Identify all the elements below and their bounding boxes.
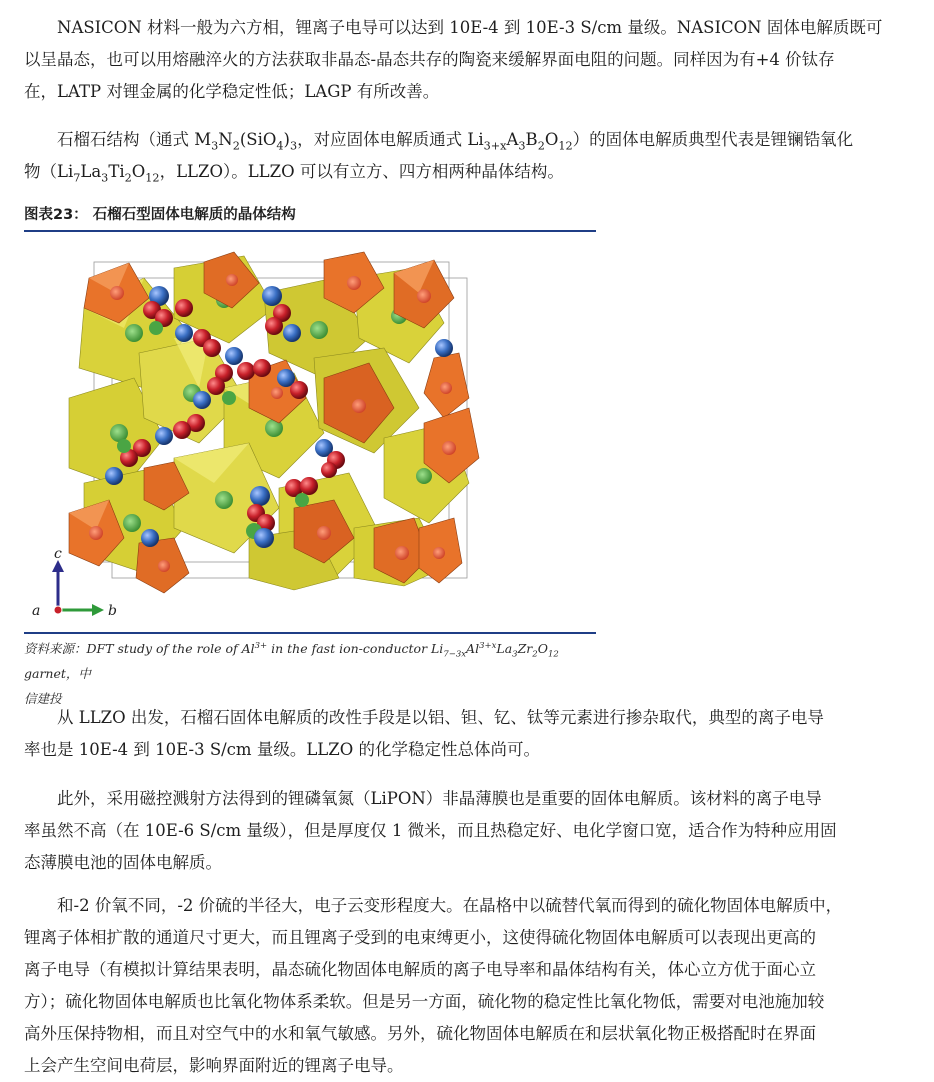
- text-line: 从 LLZO 出发，石榴石固体电解质的改性手段是以铝、钽、钇、钛等元素进行掺杂取代，典型的离子电导: [57, 708, 824, 727]
- text-line: 率虽然不高（在 10E-6 S/cm 量级），但是厚度仅 1 微米，而且热稳定好、电化学窗口宽，适合作为特种应用固: [24, 821, 837, 840]
- text-line: 率也是 10E-4 到 10E-3 S/cm 量级。LLZO 的化学稳定性总体尚可。: [24, 740, 540, 759]
- axis-label-b: b: [108, 603, 117, 619]
- paragraph-nasicon: [24, 12, 908, 108]
- text-line: 以呈晶态，也可以用熔融淬火的方法获取非晶态-晶态共存的陶瓷来缓解界面电阻的问题。同样因为有+4 价钛存: [24, 50, 835, 69]
- text-line: 离子电导（有模拟计算结果表明，晶态硫化物固体电解质的离子电导率和晶体结构有关，体心立方优于面心立: [24, 960, 816, 979]
- text-line: 锂离子体相扩散的通道尺寸更大，而且锂离子受到的电束缚更小，这使得硫化物固体电解质可以表现出更高的: [24, 928, 816, 947]
- axis-label-a: a: [32, 603, 41, 619]
- text-line: 在，LATP 对锂金属的化学稳定性低；LAGP 有所改善。: [24, 82, 440, 101]
- text-line: 石榴石结构（通式 $M_3N_2(SiO_4)_3$，对应固体电解质通式 $Li_{3+x}A_3B_2O_{12}$）的固体电解质典型代表是锂镧锆氧化: [57, 130, 854, 153]
- text-line: 和-2 价氧不同，-2 价硫的半径大，电子云变形程度大。在晶格中以硫替代氧而得到的硫化物固体电解质中，: [57, 896, 843, 915]
- text-line: 方）；硫化物固体电解质也比氧化物体系柔软。但是另一方面，硫化物的稳定性比氧化物低，需要对电池施加较: [24, 992, 825, 1011]
- figure-title: 图表23： 石榴石型固体电解质的晶体结构: [24, 203, 596, 232]
- text-line: 此外，采用磁控溅射方法得到的锂磷氧氮（LiPON）非晶薄膜也是重要的固体电解质。该材料的离子电导: [57, 789, 822, 808]
- figure-source-caption: 资料来源：DFT study of the role of $Al^{3+}$ in the fast ion-conductor $Li_{7-3x}Al^{3+x}La_3Zr_2O_{12}$ garnet，中 信建投: [24, 632, 596, 711]
- paragraph-sulfide: [24, 890, 908, 1082]
- axis-label-c: c: [54, 546, 62, 562]
- paragraph-garnet: [24, 124, 908, 188]
- text-line: 态薄膜电池的固体电解质。: [24, 853, 222, 872]
- paragraph-llzo-doping: [24, 702, 908, 766]
- text-line: NASICON 材料一般为六方相，锂离子电导可以达到 10E-4 到 10E-3 S/cm 量级。NASICON 固体电解质既可: [57, 18, 883, 37]
- crystal-structure-figure: [24, 238, 596, 626]
- text-line: 上会产生空间电荷层，影响界面附近的锂离子电导。: [24, 1056, 404, 1075]
- crystal-structure-image: [24, 238, 596, 626]
- paragraph-lipon: [24, 783, 908, 879]
- text-line: 高外压保持物相，而且对空气中的水和氧气敏感。另外，硫化物固体电解质在和层状氧化物正极搭配时在界面: [24, 1024, 816, 1043]
- text-line: 物（$Li_7La_3Ti_2O_{12}$，LLZO）。LLZO 可以有立方、四方相两种晶体结构。: [24, 162, 564, 185]
